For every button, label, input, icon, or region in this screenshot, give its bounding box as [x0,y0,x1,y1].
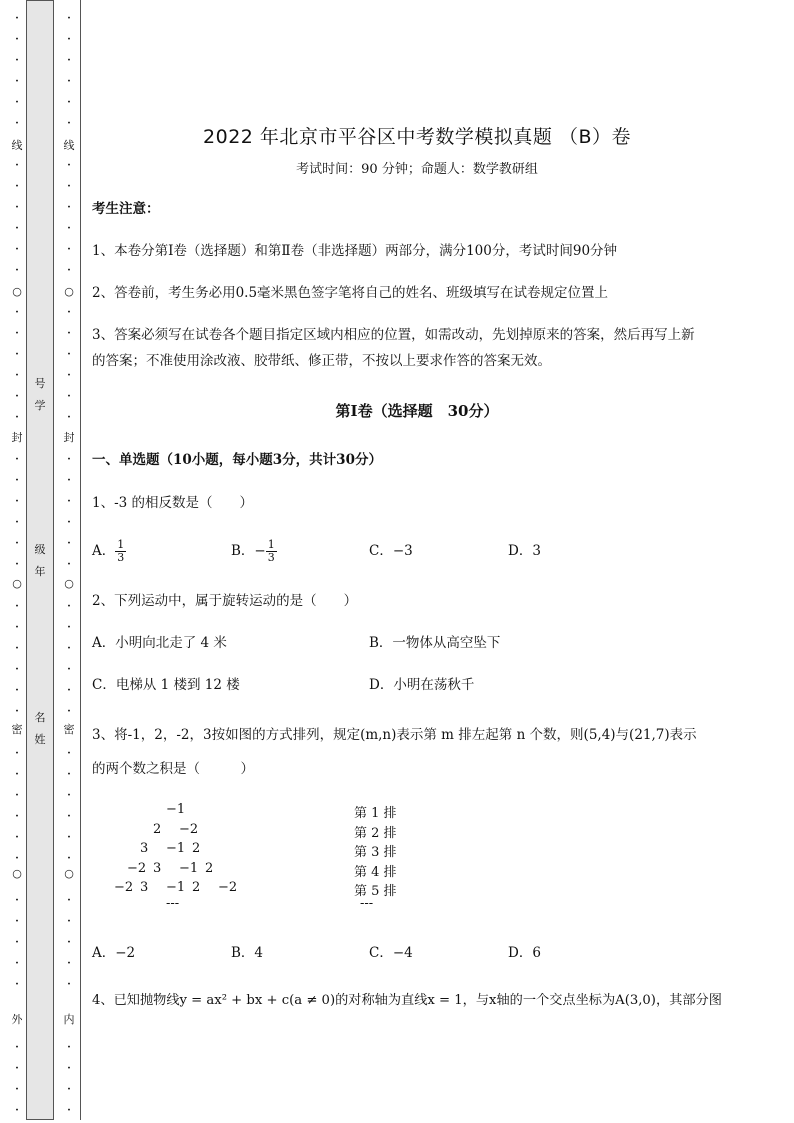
binding-mark: 封 [63,431,75,444]
exam-title: 2022 年北京市平谷区中考数学模拟真题 （B）卷 [203,126,631,148]
binding-dot: · [67,517,71,528]
student-number-label: 号 学 [34,377,46,412]
binding-dot: · [67,181,71,192]
row-label: 第 4 排 [354,864,397,880]
binding-dot: · [15,76,19,87]
binding-dot: · [15,160,19,171]
row-label: 第 3 排 [354,845,397,860]
outer-binding-margin [10,0,24,1123]
question-3-option-d: D．6 [508,945,541,961]
binding-dot: · [67,265,71,276]
binding-border-line [80,0,81,1120]
triangle-number: 2 [205,860,214,876]
notice-item-1: 1、本卷分第Ⅰ卷（选择题）和第Ⅱ卷（非选择题）两部分，满分100分，考试时间90分钟 [92,243,618,259]
binding-dot: · [15,13,19,24]
binding-dot: · [67,370,71,381]
binding-dot: · [67,622,71,633]
inner-binding-margin [62,0,76,1123]
question-3-stem: 3、将-1，2，-2，3按如图的方式排列，规定(m,n)表示第 m 排左起第 n 个数，则(5,4)与(21,7)表示 [92,727,697,743]
part1-title: 第Ⅰ卷（选择题 30分） [335,402,499,420]
binding-dot: · [15,979,19,990]
binding-dot: · [15,307,19,318]
triangle-number: −2 [218,880,238,895]
binding-dot: · [15,265,19,276]
binding-dot: · [15,811,19,822]
binding-circle: ○ [12,285,22,298]
question-1-option-b: B．− $\frac{1}{3}$ [231,538,275,564]
binding-dot: · [67,391,71,402]
triangle-ellipsis: --- [166,895,180,911]
binding-dot: · [67,937,71,948]
binding-dot: · [15,34,19,45]
binding-dot: · [67,76,71,87]
binding-dot: · [15,412,19,423]
grade-label: 级 年 [34,543,46,578]
triangle-number: 2 [192,880,201,895]
binding-dot: · [15,349,19,360]
triangle-number: 3 [140,841,149,856]
binding-dot: · [15,664,19,675]
binding-dot: · [15,538,19,549]
binding-dot: · [15,202,19,213]
binding-mark: 封 [11,431,23,444]
binding-dot: · [67,118,71,129]
notice-item-3: 3、答案必须写在试卷各个题目指定区域内相应的位置，如需改动，先划掉原来的答案，然后再写上新 [92,327,695,343]
binding-dot: · [67,412,71,423]
binding-circle: ○ [12,867,22,880]
binding-dot: · [67,244,71,255]
binding-dot: · [15,391,19,402]
notice-item-2: 2、答卷前，考生务必用0.5毫米黑色签字笔将自己的姓名、班级填写在试卷规定位置上 [92,285,609,301]
row-label: 第 5 排 [354,884,397,899]
triangle-number: 3 [140,880,149,895]
binding-dot: · [15,1105,19,1116]
binding-dot: · [67,349,71,360]
binding-dot: · [15,622,19,633]
binding-dot: · [15,475,19,486]
binding-dot: · [67,958,71,969]
binding-mark: 密 [11,723,23,736]
binding-dot: · [15,328,19,339]
binding-dot: · [67,307,71,318]
binding-circle: ○ [64,867,74,880]
binding-dot: · [67,664,71,675]
binding-dot: · [67,601,71,612]
binding-dot: · [67,97,71,108]
question-4-stem: 4、已知抛物线y = ax² + bx + c(a ≠ 0)的对称轴为直线x = 1，与x轴的一个交点坐标为A(3,0)，其部分图 [92,993,722,1008]
binding-dot: · [67,1042,71,1053]
binding-circle: ○ [64,285,74,298]
row-label: 第 1 排 [354,806,397,821]
triangle-number: −2 [127,860,147,876]
question-3-stem-cont: 的两个数之积是（ ） [92,761,254,777]
question-1-option-c: C．−3 [369,543,413,559]
binding-dot: · [67,1105,71,1116]
binding-dot: · [67,685,71,696]
question-1-option-d: D．3 [508,543,541,559]
binding-dot: · [67,160,71,171]
binding-dot: · [67,790,71,801]
fraction: $\frac{1}{3}$ [117,538,125,564]
number-triangle-figure [92,802,432,922]
binding-dot: · [67,496,71,507]
question-3-option-c: C．−4 [369,945,413,961]
binding-dot: · [67,748,71,759]
binding-dot: · [15,769,19,780]
notice-item-3-cont: 的答案；不准使用涂改液、胶带纸、修正带，不按以上要求作答的答案无效。 [92,353,551,369]
binding-dot: · [15,496,19,507]
binding-dot: · [67,832,71,843]
binding-mark: 内 [63,1013,75,1026]
binding-dot: · [67,475,71,486]
row-label-ellipsis: --- [360,895,374,911]
question-2-option-b: B．一物体从高空坠下 [369,635,501,651]
binding-mark: 密 [63,723,75,736]
binding-dot: · [67,853,71,864]
name-label: 名 姓 [34,711,46,746]
binding-mark: 线 [11,139,23,152]
triangle-number: 2 [153,821,162,837]
binding-dot: · [67,13,71,24]
question-1-option-a: A． $\frac{1}{3}$ [92,538,125,564]
binding-dot: · [15,643,19,654]
binding-dot: · [67,538,71,549]
binding-dot: · [67,202,71,213]
binding-dot: · [67,643,71,654]
binding-dot: · [15,517,19,528]
binding-dot: · [15,55,19,66]
binding-dot: · [15,1042,19,1053]
notice-heading: 考生注意： [92,201,160,217]
binding-dot: · [67,223,71,234]
triangle-number: 2 [192,841,201,856]
binding-dot: · [15,1084,19,1095]
binding-dot: · [15,454,19,465]
binding-dot: · [15,181,19,192]
binding-dot: · [15,370,19,381]
binding-dot: · [15,790,19,801]
binding-dot: · [15,685,19,696]
row-label: 第 2 排 [354,825,397,841]
student-info-strip [26,0,54,1120]
binding-dot: · [67,811,71,822]
binding-dot: · [15,559,19,570]
question-2-option-a: A．小明向北走了 4 米 [92,635,227,651]
binding-dot: · [15,244,19,255]
triangle-number: −2 [114,880,134,895]
binding-dot: · [67,895,71,906]
binding-dot: · [15,853,19,864]
binding-dot: · [67,454,71,465]
binding-dot: · [15,916,19,927]
binding-dot: · [15,958,19,969]
triangle-number: −2 [179,821,199,837]
binding-dot: · [15,1063,19,1074]
binding-dot: · [67,1084,71,1095]
binding-dot: · [15,748,19,759]
question-3-option-b: B．4 [231,945,264,961]
question-3-option-a: A．−2 [92,945,136,961]
question-1-stem: 1、-3 的相反数是（ ） [92,495,254,511]
triangle-number: −1 [179,860,199,876]
binding-dot: · [15,895,19,906]
binding-dot: · [67,706,71,717]
binding-dot: · [67,328,71,339]
triangle-number: −1 [166,841,186,856]
binding-dot: · [15,223,19,234]
binding-dot: · [15,706,19,717]
binding-dot: · [15,601,19,612]
triangle-number: −1 [166,802,186,817]
binding-dot: · [67,1063,71,1074]
binding-dot: · [67,916,71,927]
question-2-option-c: C．电梯从 1 楼到 12 楼 [92,677,240,693]
triangle-number: −1 [166,880,186,895]
section-heading: 一、单选题（10小题，每小题3分，共计30分） [92,452,382,468]
exam-subtitle: 考试时间：90 分钟；命题人：数学教研组 [296,162,538,177]
binding-dot: · [15,832,19,843]
binding-dot: · [67,559,71,570]
question-2-option-d: D．小明在荡秋千 [369,677,475,693]
binding-dot: · [67,55,71,66]
binding-dot: · [67,979,71,990]
binding-mark: 外 [11,1013,23,1026]
binding-circle: ○ [64,577,74,590]
binding-dot: · [67,34,71,45]
fraction: $\frac{1}{3}$ [267,538,275,564]
question-2-stem: 2、下列运动中，属于旋转运动的是（ ） [92,593,358,609]
binding-dot: · [15,118,19,129]
triangle-number: 3 [153,860,162,876]
binding-dot: · [15,937,19,948]
binding-mark: 线 [63,139,75,152]
binding-circle: ○ [12,577,22,590]
binding-dot: · [67,769,71,780]
binding-dot: · [15,97,19,108]
